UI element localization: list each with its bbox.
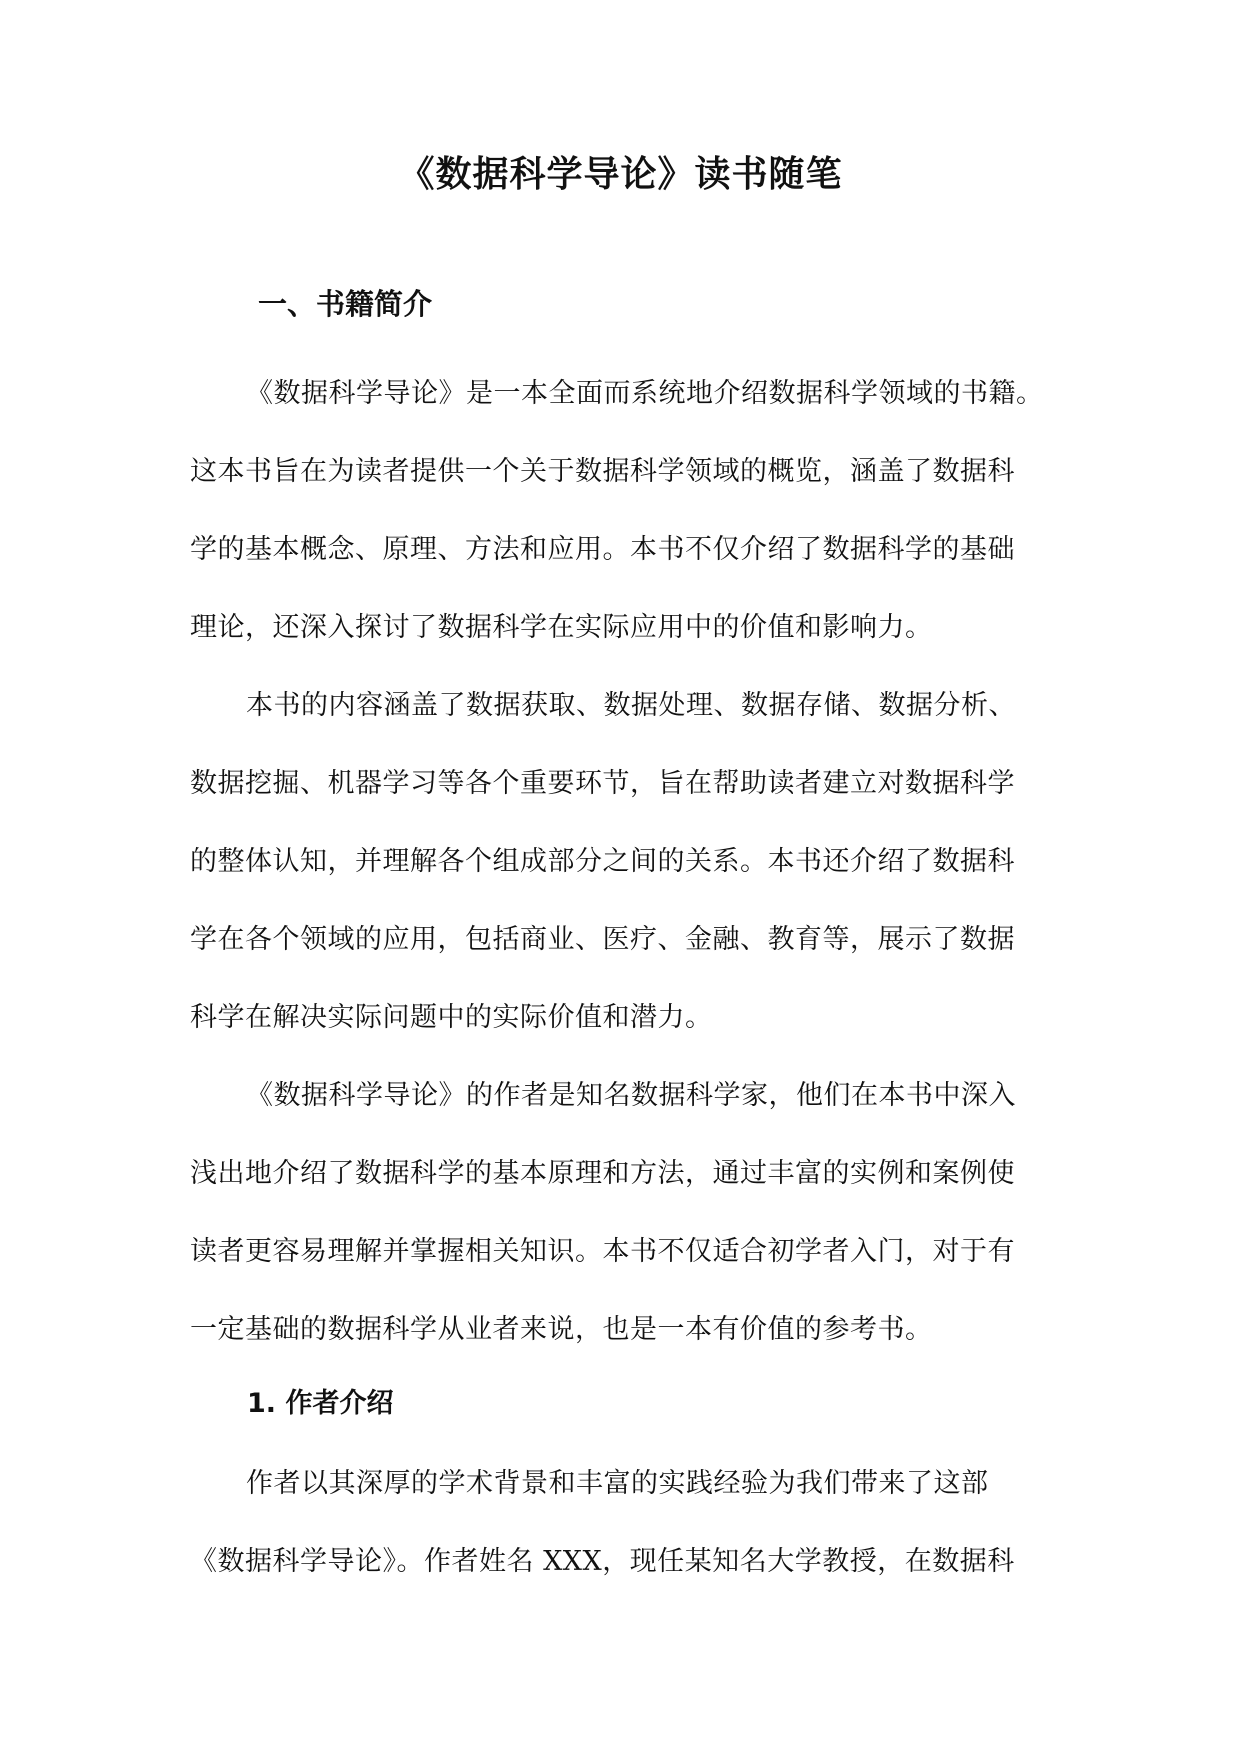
paragraph-line: 读者更容易理解并掌握相关知识。本书不仅适合初学者入门，对于有 bbox=[190, 1236, 1015, 1267]
paragraph-line: 数据挖掘、机器学习等各个重要环节，旨在帮助读者建立对数据科学 bbox=[190, 768, 1015, 799]
section-heading-book-intro: 一、书籍简介 bbox=[258, 287, 433, 321]
paragraph-line: 作者以其深厚的学术背景和丰富的实践经验为我们带来了这部 bbox=[246, 1468, 989, 1499]
paragraph-line: 《数据科学导论》是一本全面而系统地介绍数据科学领域的书籍。 bbox=[246, 378, 1044, 409]
subsection-heading-author-intro: 1. 作者介绍 bbox=[247, 1388, 394, 1419]
paragraph-line: 浅出地介绍了数据科学的基本原理和方法，通过丰富的实例和案例使 bbox=[190, 1158, 1015, 1189]
paragraph-line: 理论，还深入探讨了数据科学在实际应用中的价值和影响力。 bbox=[190, 612, 933, 643]
paragraph-line: 本书的内容涵盖了数据获取、数据处理、数据存储、数据分析、 bbox=[246, 690, 1016, 721]
paragraph-line: 的整体认知，并理解各个组成部分之间的关系。本书还介绍了数据科 bbox=[190, 846, 1015, 877]
paragraph-line: 这本书旨在为读者提供一个关于数据科学领域的概览，涵盖了数据科 bbox=[190, 456, 1015, 487]
paragraph-line: 《数据科学导论》的作者是知名数据科学家，他们在本书中深入 bbox=[246, 1080, 1016, 1111]
document-title: 《数据科学导论》读书随笔 bbox=[398, 154, 843, 195]
paragraph-line: 科学在解决实际问题中的实际价值和潜力。 bbox=[190, 1002, 713, 1033]
paragraph-line: 《数据科学导论》。作者姓名 XXX，现任某知名大学教授，在数据科 bbox=[190, 1546, 1015, 1577]
paragraph-line: 学的基本概念、原理、方法和应用。本书不仅介绍了数据科学的基础 bbox=[190, 534, 1015, 565]
paragraph-line: 学在各个领域的应用，包括商业、医疗、金融、教育等，展示了数据 bbox=[190, 924, 1015, 955]
paragraph-line: 一定基础的数据科学从业者来说，也是一本有价值的参考书。 bbox=[190, 1314, 933, 1345]
